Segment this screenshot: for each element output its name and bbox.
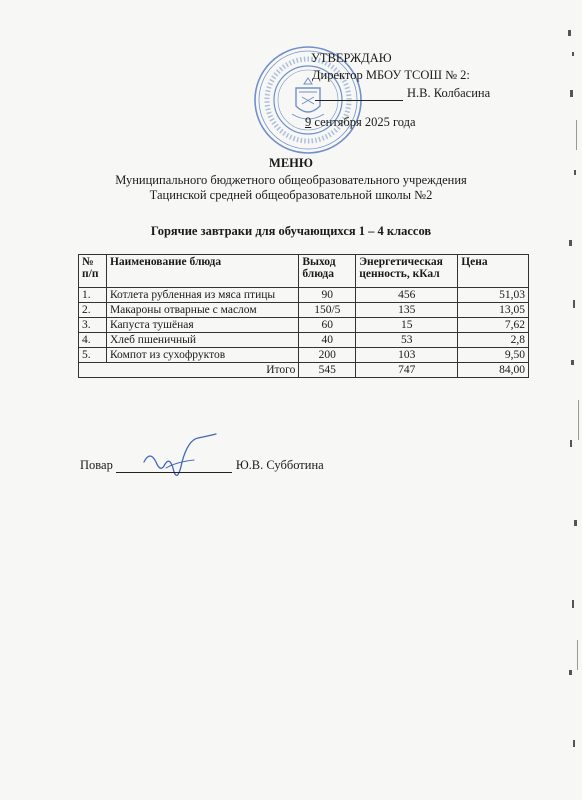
- total-portion: 545: [299, 363, 356, 378]
- row-number: 1.: [79, 288, 107, 303]
- header-portion: Выход блюда: [299, 255, 356, 288]
- cook-signature-line: [80, 458, 324, 473]
- menu-title: МЕНЮ: [269, 156, 313, 170]
- approval-date: [305, 115, 416, 130]
- row-energy: 53: [356, 333, 458, 348]
- table-total-row: [79, 363, 529, 378]
- row-price: 7,62: [458, 318, 529, 333]
- total-energy: 747: [356, 363, 458, 378]
- approval-date-day: 9: [305, 115, 312, 129]
- row-dish-name: Компот из сухофруктов: [106, 348, 298, 363]
- row-portion: 60: [299, 318, 356, 333]
- menu-table: [78, 254, 529, 378]
- header-energy: Энергетическая ценность, кКал: [356, 255, 458, 288]
- approval-title: УТВЕРЖДАЮ: [311, 51, 392, 65]
- header-price: Цена: [458, 255, 529, 288]
- table-row: [79, 288, 529, 303]
- approval-role: Директор МБОУ ТСОШ № 2:: [312, 68, 470, 82]
- row-portion: 150/5: [299, 303, 356, 318]
- approval-signer: Н.В. Колбасина: [407, 86, 491, 100]
- row-price: 9,50: [458, 348, 529, 363]
- approval-signature-line: [315, 86, 490, 101]
- approval-blank-line: [315, 89, 403, 101]
- row-dish-name: Хлеб пшеничный: [106, 333, 298, 348]
- table-row: [79, 333, 529, 348]
- table-header-row: [79, 255, 529, 288]
- row-number: 5.: [79, 348, 107, 363]
- scan-edge-noise: [534, 0, 582, 800]
- institution-line-1: Муниципального бюджетного общеобразовательного учреждения: [115, 173, 467, 187]
- row-portion: 200: [299, 348, 356, 363]
- cook-role: Повар: [80, 458, 113, 472]
- row-portion: 90: [299, 288, 356, 303]
- header-dish-name: Наименование блюда: [106, 255, 298, 288]
- table-row: [79, 318, 529, 333]
- row-energy: 103: [356, 348, 458, 363]
- row-portion: 40: [299, 333, 356, 348]
- row-energy: 15: [356, 318, 458, 333]
- row-number: 4.: [79, 333, 107, 348]
- row-price: 51,03: [458, 288, 529, 303]
- cook-name: Ю.В. Субботина: [235, 458, 324, 472]
- row-number: 3.: [79, 318, 107, 333]
- row-dish-name: Капуста тушёная: [106, 318, 298, 333]
- menu-subtitle: Горячие завтраки для обучающихся 1 – 4 классов: [150, 224, 432, 238]
- cook-blank-line: [116, 460, 232, 473]
- row-price: 2,8: [458, 333, 529, 348]
- row-dish-name: Макароны отварные с маслом: [106, 303, 298, 318]
- row-number: 2.: [79, 303, 107, 318]
- row-energy: 135: [356, 303, 458, 318]
- row-energy: 456: [356, 288, 458, 303]
- header-number: № п/п: [79, 255, 107, 288]
- row-price: 13,05: [458, 303, 529, 318]
- table-row: [79, 303, 529, 318]
- institution-line-2: Тацинской средней общеобразовательной школы №2: [149, 188, 433, 202]
- total-label: Итого: [79, 363, 299, 378]
- total-price: 84,00: [458, 363, 529, 378]
- row-dish-name: Котлета рубленная из мяса птицы: [106, 288, 298, 303]
- table-row: [79, 348, 529, 363]
- approval-date-rest: сентября 2025 года: [314, 115, 416, 129]
